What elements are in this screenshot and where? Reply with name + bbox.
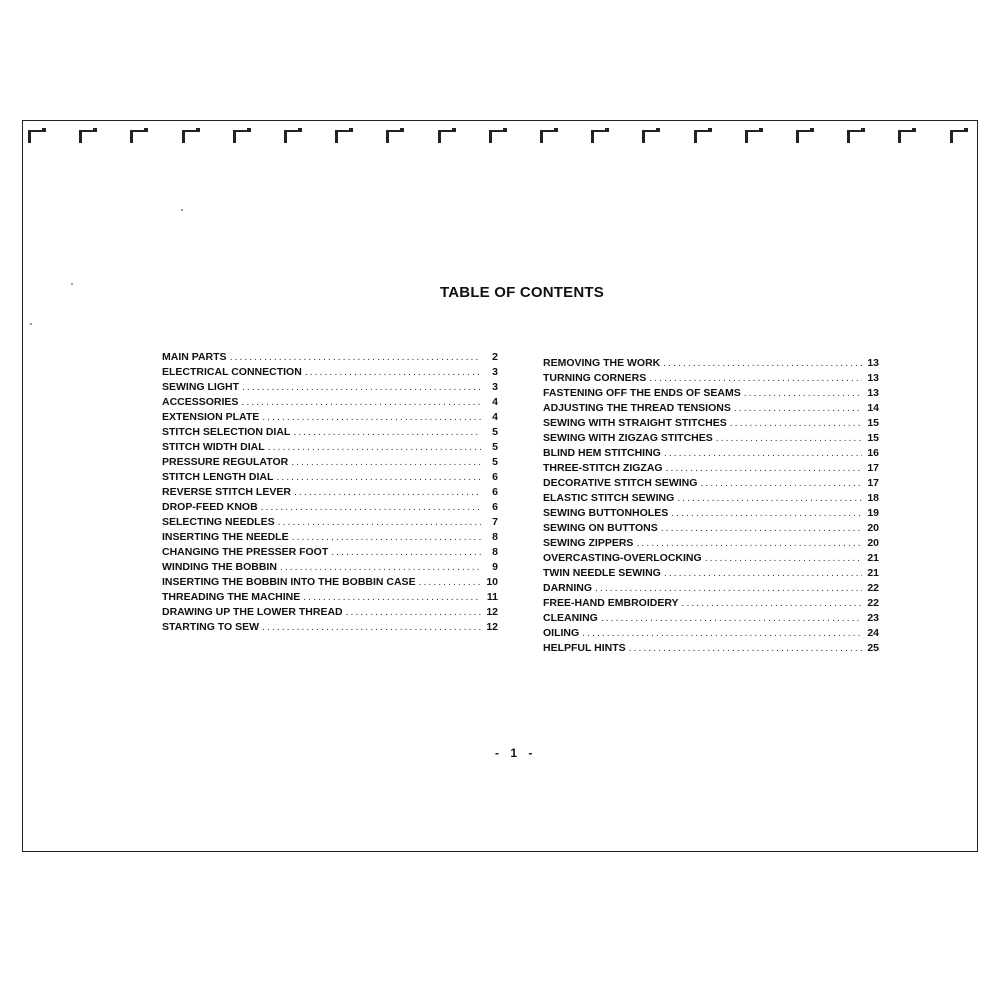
toc-entry-page: 17: [867, 462, 879, 474]
toc-entry: [162, 545, 498, 560]
toc-leader-dots: [305, 365, 481, 380]
toc-entry-page: 5: [492, 441, 498, 453]
toc-leader-dots: [293, 425, 481, 440]
toc-leader-dots: [276, 470, 481, 485]
toc-leader-dots: [661, 521, 862, 536]
toc-leader-dots: [331, 545, 481, 560]
toc-entry-label: ELECTRICAL CONNECTION: [162, 366, 302, 378]
toc-leader-dots: [677, 491, 862, 506]
toc-entry-label: HELPFUL HINTS: [543, 642, 626, 654]
toc-entry-label: SEWING WITH STRAIGHT STITCHES: [543, 417, 727, 429]
toc-entry-page: 13: [867, 387, 879, 399]
toc-entry-page: 11: [486, 591, 498, 603]
binding-hole: [796, 128, 818, 144]
toc-entry-page: 4: [492, 396, 498, 408]
toc-entry-page: 10: [486, 576, 498, 588]
toc-entry: [162, 530, 498, 545]
toc-entry: [543, 461, 879, 476]
binding-hole: [642, 128, 664, 144]
binding-hole: [79, 128, 101, 144]
toc-entry-label: ELASTIC STITCH SEWING: [543, 492, 675, 504]
binding-hole: [233, 128, 255, 144]
binding-hole: [182, 128, 204, 144]
binding-hole: [489, 128, 511, 144]
toc-entry-label: PRESSURE REGULATOR: [162, 456, 289, 468]
toc-entry: [543, 386, 879, 401]
toc-entry-label: STITCH WIDTH DIAL: [162, 441, 265, 453]
toc-entry-page: 6: [492, 501, 498, 513]
toc-leader-dots: [303, 590, 481, 605]
toc-leader-dots: [346, 605, 481, 620]
binding-hole: [284, 128, 306, 144]
toc-entry-page: 13: [867, 372, 879, 384]
toc-entry-page: 20: [867, 537, 879, 549]
toc-entry: [543, 506, 879, 521]
toc-entry-page: 18: [867, 492, 879, 504]
binding-hole: [950, 128, 972, 144]
toc-entry: [543, 401, 879, 416]
binding-hole: [386, 128, 408, 144]
toc-leader-dots: [664, 446, 862, 461]
toc-entry: [162, 485, 498, 500]
toc-leader-dots: [716, 431, 862, 446]
toc-leader-dots: [241, 395, 481, 410]
toc-entry: [543, 566, 879, 581]
scan-speck: [181, 209, 183, 211]
toc-entry-label: STITCH LENGTH DIAL: [162, 471, 274, 483]
toc-column-left: [162, 350, 498, 635]
toc-entry-label: DARNING: [543, 582, 592, 594]
toc-entry-page: 17: [867, 477, 879, 489]
binding-hole: [898, 128, 920, 144]
toc-entry: [162, 410, 498, 425]
binding-hole: [694, 128, 716, 144]
binding-hole: [591, 128, 613, 144]
toc-leader-dots: [582, 626, 862, 641]
toc-entry-label: INSERTING THE BOBBIN INTO THE BOBBIN CASE: [162, 576, 416, 588]
toc-entry: [162, 425, 498, 440]
binding-hole: [540, 128, 562, 144]
toc-entry-label: SELECTING NEEDLES: [162, 516, 275, 528]
toc-entry-label: BLIND HEM STITCHING: [543, 447, 661, 459]
toc-entry-label: DROP-FEED KNOB: [162, 501, 258, 513]
toc-entry: [162, 515, 498, 530]
toc-entry-page: 14: [867, 402, 879, 414]
toc-entry-page: 3: [492, 366, 498, 378]
toc-entry-page: 6: [492, 486, 498, 498]
binding-hole: [28, 128, 50, 144]
toc-leader-dots: [700, 476, 862, 491]
toc-leader-dots: [734, 401, 862, 416]
toc-entry-label: EXTENSION PLATE: [162, 411, 260, 423]
toc-entry: [162, 500, 498, 515]
toc-leader-dots: [666, 461, 862, 476]
toc-entry: [543, 521, 879, 536]
toc-leader-dots: [636, 536, 862, 551]
toc-entry: [162, 470, 498, 485]
page-number: - 1 -: [495, 746, 537, 760]
toc-entry-label: REVERSE STITCH LEVER: [162, 486, 291, 498]
toc-leader-dots: [664, 566, 862, 581]
binding-hole: [130, 128, 152, 144]
toc-entry: [162, 575, 498, 590]
scan-speck: [71, 283, 73, 285]
toc-entry: [162, 380, 498, 395]
toc-entry-page: 24: [867, 627, 879, 639]
toc-entry: [543, 356, 879, 371]
toc-entry-page: 21: [867, 567, 879, 579]
toc-leader-dots: [671, 506, 862, 521]
toc-leader-dots: [294, 485, 481, 500]
toc-entry-page: 3: [492, 381, 498, 393]
toc-entry-label: DECORATIVE STITCH SEWING: [543, 477, 698, 489]
toc-entry-page: 12: [486, 606, 498, 618]
toc-entry-label: ACCESSORIES: [162, 396, 239, 408]
toc-leader-dots: [601, 611, 862, 626]
toc-entry-label: SEWING WITH ZIGZAG STITCHES: [543, 432, 713, 444]
toc-entry-label: THREADING THE MACHINE: [162, 591, 301, 603]
toc-entry: [543, 611, 879, 626]
toc-entry: [162, 590, 498, 605]
toc-entry-label: SEWING BUTTONHOLES: [543, 507, 669, 519]
toc-leader-dots: [268, 440, 481, 455]
toc-leader-dots: [419, 575, 481, 590]
toc-entry-page: 25: [867, 642, 879, 654]
toc-entry-page: 22: [867, 597, 879, 609]
toc-entry-page: 2: [492, 351, 498, 363]
toc-entry-label: STITCH SELECTION DIAL: [162, 426, 291, 438]
toc-leader-dots: [705, 551, 862, 566]
toc-entry-page: 6: [492, 471, 498, 483]
toc-entry-page: 12: [486, 621, 498, 633]
toc-entry-page: 22: [867, 582, 879, 594]
toc-entry: [543, 641, 879, 656]
toc-entry-label: TWIN NEEDLE SEWING: [543, 567, 661, 579]
toc-entry-page: 5: [492, 456, 498, 468]
toc-entry-page: 7: [492, 516, 498, 528]
toc-leader-dots: [261, 500, 481, 515]
toc-entry-label: FASTENING OFF THE ENDS OF SEAMS: [543, 387, 741, 399]
binding-hole: [745, 128, 767, 144]
toc-entry-page: 23: [867, 612, 879, 624]
toc-entry-label: REMOVING THE WORK: [543, 357, 661, 369]
page-title: TABLE OF CONTENTS: [440, 284, 604, 301]
toc-entry: [543, 536, 879, 551]
toc-entry-label: SEWING ON BUTTONS: [543, 522, 658, 534]
toc-entry: [543, 446, 879, 461]
toc-entry-page: 4: [492, 411, 498, 423]
binding-hole: [438, 128, 460, 144]
toc-entry: [162, 365, 498, 380]
toc-entry-page: 13: [867, 357, 879, 369]
toc-entry: [162, 605, 498, 620]
toc-entry-label: CLEANING: [543, 612, 598, 624]
spiral-binding: [28, 128, 973, 146]
scan-speck: [30, 323, 32, 325]
toc-entry-label: DRAWING UP THE LOWER THREAD: [162, 606, 343, 618]
toc-entry: [162, 455, 498, 470]
toc-entry-page: 16: [867, 447, 879, 459]
toc-entry-page: 20: [867, 522, 879, 534]
toc-entry: [543, 491, 879, 506]
toc-entry-page: 8: [492, 546, 498, 558]
toc-leader-dots: [744, 386, 862, 401]
toc-leader-dots: [663, 356, 862, 371]
toc-entry: [162, 440, 498, 455]
toc-leader-dots: [595, 581, 862, 596]
toc-entry-label: CHANGING THE PRESSER FOOT: [162, 546, 329, 558]
toc-entry: [162, 350, 498, 365]
toc-entry: [543, 431, 879, 446]
toc-entry-label: WINDING THE BOBBIN: [162, 561, 277, 573]
toc-entry-label: INSERTING THE NEEDLE: [162, 531, 289, 543]
toc-entry-label: SEWING LIGHT: [162, 381, 239, 393]
toc-entry: [543, 371, 879, 386]
toc-entry-label: STARTING TO SEW: [162, 621, 260, 633]
toc-leader-dots: [280, 560, 481, 575]
toc-entry: [543, 551, 879, 566]
toc-entry-label: OVERCASTING-OVERLOCKING: [543, 552, 702, 564]
toc-leader-dots: [262, 620, 481, 635]
binding-hole: [335, 128, 357, 144]
binding-hole: [847, 128, 869, 144]
toc-entry-page: 15: [867, 432, 879, 444]
toc-entry: [162, 560, 498, 575]
toc-entry-label: THREE-STITCH ZIGZAG: [543, 462, 663, 474]
toc-leader-dots: [629, 641, 862, 656]
toc-entry-label: SEWING ZIPPERS: [543, 537, 634, 549]
toc-leader-dots: [291, 455, 481, 470]
toc-entry: [162, 395, 498, 410]
toc-entry-page: 9: [492, 561, 498, 573]
toc-entry-page: 5: [492, 426, 498, 438]
toc-entry-page: 21: [867, 552, 879, 564]
toc-entry-label: OILING: [543, 627, 580, 639]
toc-leader-dots: [730, 416, 862, 431]
toc-entry-page: 19: [867, 507, 879, 519]
toc-leader-dots: [278, 515, 481, 530]
toc-leader-dots: [230, 350, 481, 365]
toc-entry-label: TURNING CORNERS: [543, 372, 647, 384]
toc-entry-label: FREE-HAND EMBROIDERY: [543, 597, 679, 609]
toc-entry: [543, 596, 879, 611]
toc-entry: [162, 620, 498, 635]
toc-entry: [543, 476, 879, 491]
toc-entry-label: ADJUSTING THE THREAD TENSIONS: [543, 402, 731, 414]
toc-entry: [543, 416, 879, 431]
toc-leader-dots: [262, 410, 481, 425]
toc-entry: [543, 626, 879, 641]
toc-entry-page: 8: [492, 531, 498, 543]
toc-entry: [543, 581, 879, 596]
toc-entry-page: 15: [867, 417, 879, 429]
toc-column-right: [543, 356, 879, 656]
toc-leader-dots: [682, 596, 862, 611]
toc-entry-label: MAIN PARTS: [162, 351, 227, 363]
toc-leader-dots: [292, 530, 481, 545]
toc-leader-dots: [242, 380, 481, 395]
toc-leader-dots: [649, 371, 862, 386]
